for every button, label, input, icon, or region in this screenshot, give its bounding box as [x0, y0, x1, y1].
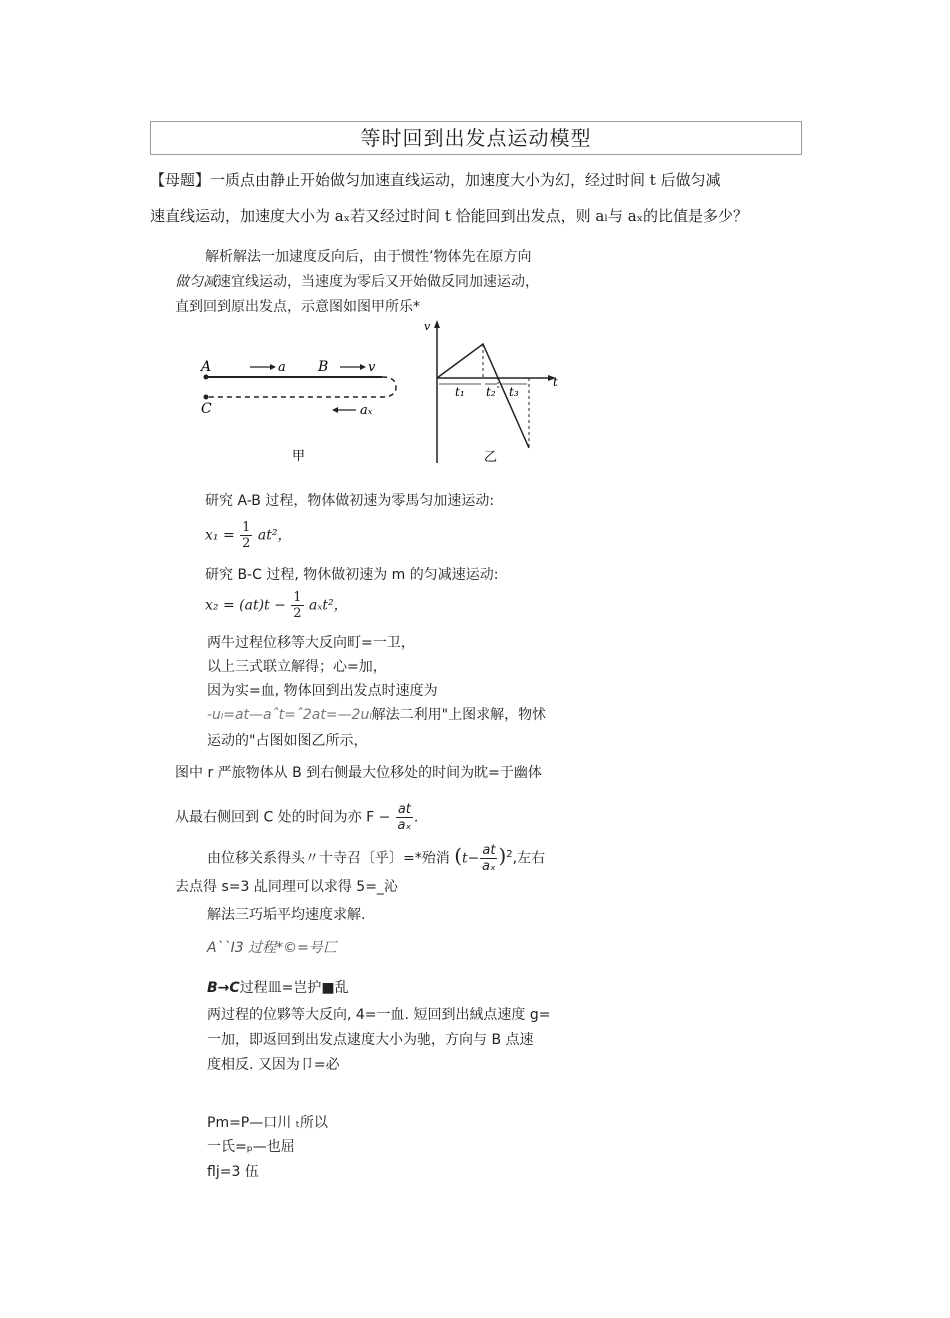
figure-yi: [415, 318, 565, 468]
step-s6: 图中 r 严旅物体从 B 到右侧最大位移处的时间为眈=于幽体: [175, 765, 542, 781]
step-s8: 由位移关系得头〃十寺召〔乎〕=*殆消 (t− $\frac{at}{\text{aₓ}}$ )$^2$,左右: [207, 843, 546, 874]
step-s8-frac-num: at: [482, 843, 496, 858]
v-axis-label: v: [424, 320, 431, 333]
fraction-half-2: $\frac{1}{2}$: [293, 590, 302, 621]
figure-yi-caption: 乙: [484, 450, 498, 465]
equation-2-rhs: aₓt²，: [309, 597, 348, 614]
label-a-point: A: [201, 359, 212, 375]
solution-line-2-rest: 速宜线运动，当速度为零后又开始做反同加速运动，: [217, 274, 539, 290]
step-s7-frac-num: at: [397, 802, 411, 817]
arrow-v-head: [360, 364, 366, 370]
method-3-c: 两过程的位夥等大反向, 4=一血. 短回到出絨点速度 g=: [207, 1007, 551, 1023]
step-s4-text: 解法二利用"上图求解，物怵: [371, 707, 547, 723]
step-s5: 运动的"占图如图乙所示，: [207, 733, 368, 749]
label-b-point: B: [318, 359, 329, 375]
step-s8-lparen: (: [454, 843, 462, 868]
equation-2: [205, 590, 348, 621]
label-c-point: C: [201, 401, 212, 417]
step-s8-t: t−: [462, 850, 480, 867]
problem-line-2: 速直线运动，加速度大小为 aₓ若又经过时间 t 恰能回到出发点，则 aₗ与 aₓ的比值是多少？: [150, 207, 749, 225]
figure-jia-caption: 甲: [292, 449, 306, 464]
step-s4: [207, 704, 546, 724]
step-s7-frac-den: aₓ: [397, 818, 412, 833]
step-s2: 以上三式联立解得；心=加，: [207, 659, 387, 675]
label-a-accel: a: [278, 360, 286, 375]
arrow-a-head: [270, 364, 276, 370]
label-ax: aₓ: [360, 403, 373, 418]
step-s8-frac-den: aₓ: [482, 859, 496, 874]
step-s7-minus: −: [378, 809, 391, 826]
step-s7-fraction: [396, 802, 413, 833]
solution-line-1: 解析解法一加逮度反向后，由于惯性’物体先在原方向: [205, 249, 532, 265]
label-t2: t₂: [486, 385, 496, 399]
equation-1: [205, 520, 291, 551]
label-t3: t₃: [509, 385, 519, 399]
v-axis-head: [434, 320, 440, 328]
method-3: 解法三巧垢平均速度求解.: [207, 907, 366, 923]
label-t1: t₁: [455, 385, 465, 399]
point-a: [204, 375, 209, 380]
method-3-d: 一加，即返回到出发点逮度大小为驰，方向与 B 点速: [207, 1032, 534, 1048]
method-3-ab: AˋˋI3 过程*©=号匸: [207, 940, 337, 956]
step-s8-rparen: ): [498, 843, 507, 868]
method-3-bc-text: 过程皿=岂护■乱: [239, 980, 349, 996]
step-s7: 从最右侧回到 C 处的时间为亦 F − $\frac{at}{\text{aₓ}}$ .: [175, 802, 419, 833]
fraction-half-1: $\frac{1}{2}$: [242, 520, 251, 551]
step-s8-text: 由位移关系得头〃十寺召〔乎〕=*殆消: [207, 850, 450, 867]
step-s1: 两牛过程位移等大反向町=一卫，: [207, 635, 415, 651]
step-s7-text: 从最右侧回到 C 处的时间为亦 F: [175, 809, 375, 826]
solution-line-2-italic: 做匀减: [175, 274, 217, 290]
solution-line-2: [175, 271, 539, 291]
final-1: Pm=P—口川 ₜ所以: [207, 1115, 328, 1131]
step-s8-tail: ,左右: [512, 850, 546, 867]
method-3-bc-label: B→C: [207, 980, 240, 996]
final-2: 一氏=ₚ—也屈: [207, 1139, 295, 1155]
step-ab: 研究 A-B 过程，物体做初速为零馬匀加速运动:: [205, 493, 495, 509]
final-3: flj=3 伍: [207, 1164, 259, 1180]
step-s9: 去点得 s=3 乩同理可以求得 5=_沁: [175, 879, 398, 895]
equation-2-lhs: x₂ = (at)t −: [205, 597, 286, 614]
step-bc: 研究 B-C 过程, 物休做初速为 m 的匀减速运动:: [205, 567, 499, 583]
method-3-e: 度相反. 又因为卩=必: [207, 1057, 340, 1073]
point-c: [204, 395, 209, 400]
step-s8-fraction: [480, 843, 497, 874]
path-return: [206, 377, 396, 397]
step-s3: 因为实=血, 物体回到出发点时速度为: [207, 683, 438, 699]
equation-1-rhs: at²，: [257, 527, 292, 544]
solution-line-3: 直到回到原出发点，示意图如图甲所乐*: [175, 299, 420, 315]
arrow-ax-head: [332, 407, 338, 413]
t-axis-label: t: [553, 375, 558, 389]
method-3-bc: [207, 977, 349, 997]
figure-jia: [190, 350, 420, 470]
label-v: v: [368, 360, 376, 375]
problem-line-1: 【母题】一质点由静止开始做匀加速直线运动，加速度大小为幻，经过时间 t 后做匀减: [150, 171, 721, 189]
step-s4-formula: -uₗ=at—aˆt=ˆ2at=—2uₗ: [207, 707, 372, 723]
page-title: 等时回到出发点运动模型: [150, 121, 802, 155]
equation-1-lhs: x₁ =: [205, 527, 235, 544]
